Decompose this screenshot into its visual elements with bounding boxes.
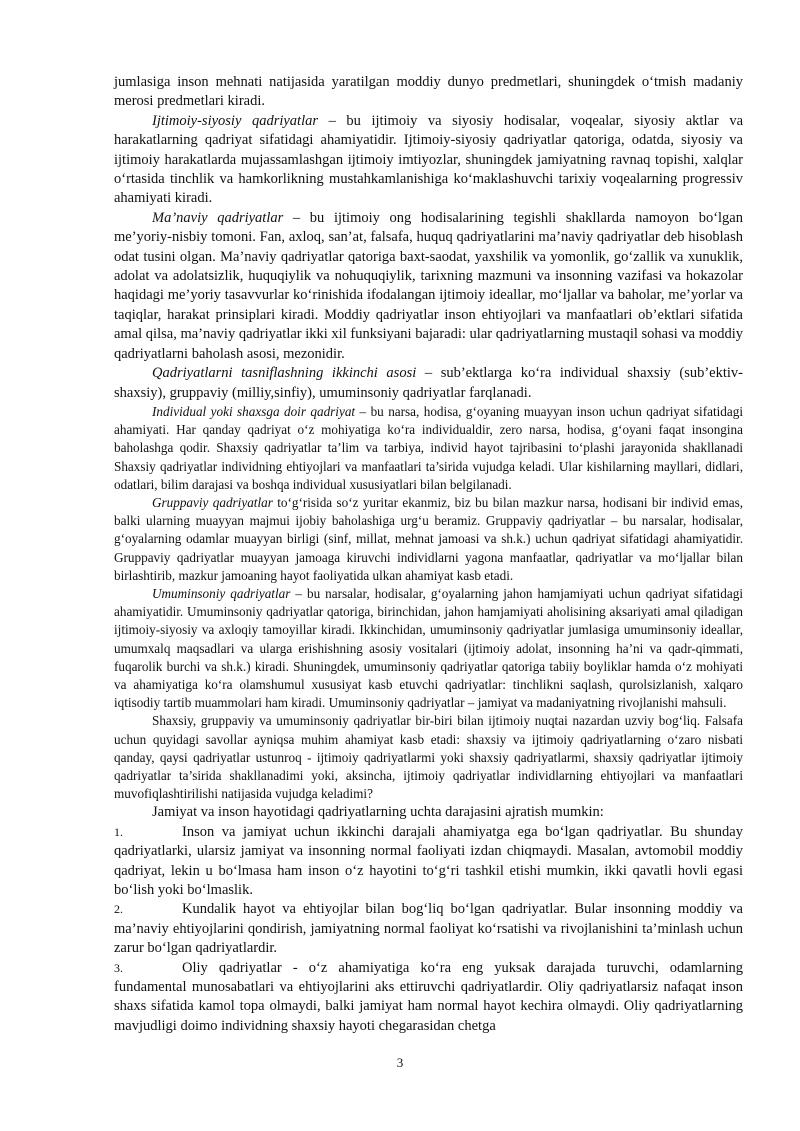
paragraph-continuation: jumlasiga inson mehnati natijasida yaratilgan moddiy dunyo predmetlari, shuningdek o‘tmish madaniy merosi predmetlari kiradi. (114, 74, 743, 110)
term-tasniflash: Qadriyatlarni tasniflashning ikkinchi asosi (152, 365, 417, 382)
paragraph-tasniflash: Qadriyatlarni tasniflashning ikkinchi asosi – sub’ektlarga ko‘ra individual shaxsiy (sub’ektiv-shaxsiy), gruppaviy (milliy,sinfiy), umuminsoniy qadriyatlar farqlanadi. (114, 365, 744, 401)
term-umuminsoniy: Umuminsoniy qadriyatlar (152, 585, 291, 601)
term-ijtimoiy-siyosiy: Ijtimoiy-siyosiy qadriyatlar (152, 112, 319, 129)
document-page (114, 73, 743, 1036)
list-item-text: Kundalik hayot va ehtiyojlar bilan bog‘liq bo‘lgan qadriyatlar. Bular insonning moddiy va ma’naviy ehtiyojlarini qondirish, jamiyatning normal faoliyat ko‘rsatishi va rivojlanishini ta’minlash uchun zarur bo‘lgan qadriyatlardir. (114, 901, 743, 957)
paragraph-individual: Individual yoki shaxsga doir qadriyat – bu narsa, hodisa, g‘oyaning muayyan inson uchun qadriyat sifatidagi ahamiyati. Har qanday qadriyat o‘z mohiyatiga ko‘ra individualdir, zero narsa, hodisa, g‘oyani faqat insongina baholashga qodir. Shaxsiy qadriyatlar ta’lim va tarbiya, individ hayot tajribasini to‘plashi jarayonida shakllanadi Shaxsiy qadriyatlar individning ehtiyojlari va manfaatlari ta’sirida vujudga keladi. Ular kishilarning mayllari, didlari, odatlari, bilim darajasi va boshqa individual xususiyatlari bilan belgilanadi. (114, 403, 743, 492)
list-item-text: Oliy qadriyatlar - o‘z ahamiyatiga ko‘ra eng yuksak darajada turuvchi, odamlarning fundamental munosabatlari va ehtiyojlarini aks ettiruvchi qadriyatlardir. Oliy qadriyatlarsiz nafaqat inson shaxs sifatida kamol topa olmaydi, balki jamiyat ham normal hayot kechira olmaydi. Oliy qadriyatlarning mavjudligi doimo individning shaxsiy hayoti chegarasidan chetga (114, 959, 743, 1034)
page-number: 3 (396, 1055, 404, 1070)
paragraph-gruppaviy: Gruppaviy qadriyatlar to‘g‘risida so‘z yuritar ekanmiz, biz bu bilan mazkur narsa, hodisani bir individ emas, balki ularning muayyan majmui ijobiy baholashiga urg‘u beramiz. Gruppaviy qadriyatlar – bu narsalar, hodisalar, g‘oyalarning odamlar muayyan birligi (sinf, millat, mehnat jamoasi va sh.k.) uchun qadriyat sifatidagi ahamiyatidir. Gruppaviy qadriyatlar muayyan jamoaga kiruvchi individlarni yagona manfaatlar, qadriyatlar va mo‘ljallar bilan birlashtirib, mazkur jamoaning hayot faoliyatida ulkan ahamiyat kasb etadi. (114, 494, 743, 583)
paragraph-shaxsiy-gruppaviy: Shaxsiy, gruppaviy va umuminsoniy qadriyatlar bir-biri bilan ijtimoiy nuqtai nazardan uzviy bog‘liq. Falsafa uchun quyidagi savollar ayniqsa muhim ahamiyat kasb etadi: shaxsiy va ijtimoiy qadriyatlarning o‘zaro nisbati qanday, qaysi qadriyatlar ustunroq - ijtimoiy qadriyatlarmi yoki shaxsiy qadriyatlarmi, shaxsiy qadriyatlar ijtimoiy qadriyatlar ta’sirida shakllanadimi yoki, aksincha, ijtimoiy qadriyatlar individlarning ehtiyojlari va manfaatlari muvofiqlashtirilishi natijasida vujudga keladimi? (114, 713, 743, 802)
paragraph-umuminsoniy: Umuminsoniy qadriyatlar – bu narsalar, hodisalar, g‘oyalarning jahon hamjamiyati uchun qadriyat sifatidagi ahamiyatidir. Umuminsoniy qadriyatlar qatoriga, birinchidan, jahon hamjamiyati aholisining aksariyati amal qiladigan ijtimoiy-siyosiy va axloqiy tamoyillar kiradi. Ikkinchidan, umuminsoniy qadriyatlar jumlasiga umuminsoniy ideallar, umumxalq maqsadlari va ularga erishishning asosiy vositalari (ijtimoiy adolat, insonning ha’ni va qadr-qimmati, fuqarolik burchi va sh.k.) kiradi. Shuningdek, umuminsoniy qadriyatlar qatoriga tabiiy boyliklar hamda o‘z mohiyati va ahamiyatiga ko‘ra olamshumul xususiyat kasb etuvchi qadriyatlar: tinchlikni saqlash, qurolsizlanish, xalqaro iqtisodiy tartib muammolari ham kiradi. Umuminsoniy qadriyatlar – jamiyat va madaniyatning rivojlanishi mahsuli. (114, 585, 743, 711)
term-manaviy: Ma’naviy qadriyatlar (152, 209, 284, 226)
list-item-2: 2. Kundalik hayot va ehtiyojlar bilan bog‘liq bo‘lgan qadriyatlar. Bular insonning moddiy va ma’naviy ehtiyojlarini qondirish, jamiyatning normal faoliyat ko‘rsatishi va rivojlanishini ta’minlash uchun zarur bo‘lgan qadriyatlardir. (114, 900, 743, 958)
list-item-text: Inson va jamiyat uchun ikkinchi darajali ahamiyatga ega bo‘lgan qadriyatlar. Bu shunday qadriyatlarki, ularsiz jamiyat va insonning normal faoliyati izdan chiqmaydi. Masalan, avtomobil moddiy qadriyat, lekin u bo‘lmasa ham inson o‘z hayotini to‘g‘ri tashkil etishi mumkin, ikki qavatli hovli egasi bo‘lish yoki bo‘lmaslik. (114, 823, 743, 898)
term-individual: Individual yoki shaxsga doir qadriyat (152, 403, 356, 419)
list-item-3: 3. Oliy qadriyatlar - o‘z ahamiyatiga ko‘ra eng yuksak darajada turuvchi, odamlarning fundamental munosabatlari va ehtiyojlarini aks ettiruvchi qadriyatlardir. Oliy qadriyatlarsiz nafaqat inson shaxs sifatida kamol topa olmaydi, balki jamiyat ham normal hayot kechira olmaydi. Oliy qadriyatlarning mavjudligi doimo individning shaxsiy hayoti chegarasidan chetga (114, 959, 743, 1037)
paragraph-darajalar: Jamiyat va inson hayotidagi qadriyatlarning uchta darajasini ajratish mumkin: (152, 804, 604, 821)
paragraph-ijtimoiy-siyosiy: Ijtimoiy-siyosiy qadriyatlar – bu ijtimoiy va siyosiy hodisalar, voqealar, siyosiy aktlar va harakatlarning qadriyat sifatidagi ahamiyatidir. Ijtimoiy-siyosiy qadriyatlar qatoriga, odatda, siyosiy va ijtimoiy harakatlarda mujassamlashgan ijtimoiy imtiyozlar, shuningdek jamiyatning ravnaq topishi, xalqlar o‘rtasida tinchlik va hamkorlikning mustahkamlanishiga ko‘maklashuvchi tarixiy voqealarning progressiv ahamiyati kiradi. (114, 112, 744, 207)
term-gruppaviy: Gruppaviy qadriyatlar (152, 494, 273, 510)
list-item-1: 1. Inson va jamiyat uchun ikkinchi darajali ahamiyatga ega bo‘lgan qadriyatlar. Bu shunday qadriyatlarki, ularsiz jamiyat va insonning normal faoliyati izdan chiqmaydi. Masalan, avtomobil moddiy qadriyat, lekin u bo‘lmasa ham inson o‘z hayotini to‘g‘ri tashkil etishi mumkin, ikki qavatli hovli egasi bo‘lish yoki bo‘lmaslik. (114, 823, 743, 901)
paragraph-manaviy: Ma’naviy qadriyatlar – bu ijtimoiy ong hodisalarining tegishli shakllarda namoyon bo‘lgan me’yoriy-nisbiy tomoni. Fan, axloq, san’at, falsafa, huquq qadriyatlarini ma’naviy qadriyatlar deb hisoblash odat tusini olgan. Ma’naviy qadriyatlar qatoriga baxt-saodat, yaxshilik va yomonlik, go‘zallik va xunuklik, adolat va adolatsizlik, huquqiylik va nohuquqiylik, tarixning mazmuni va insonning vazifasi va hokazolar haqidagi me’yoriy tasavvurlar ko‘rinishida ifodalangan ijtimoiy ideallar, mo‘ljallar va baholar, me’yorlar va taqiqlar, harakat prinsiplari kiradi. Moddiy qadriyatlar inson ehtiyojlari va manfaatlari ob’ektlari sifatida amal qilsa, ma’naviy qadriyatlar ikki xil funksiyani bajaradi: ular qadriyatlarning mustaqil sohasi va moddiy qadriyatlarni baholash asosi, mezonidir. (114, 209, 743, 362)
